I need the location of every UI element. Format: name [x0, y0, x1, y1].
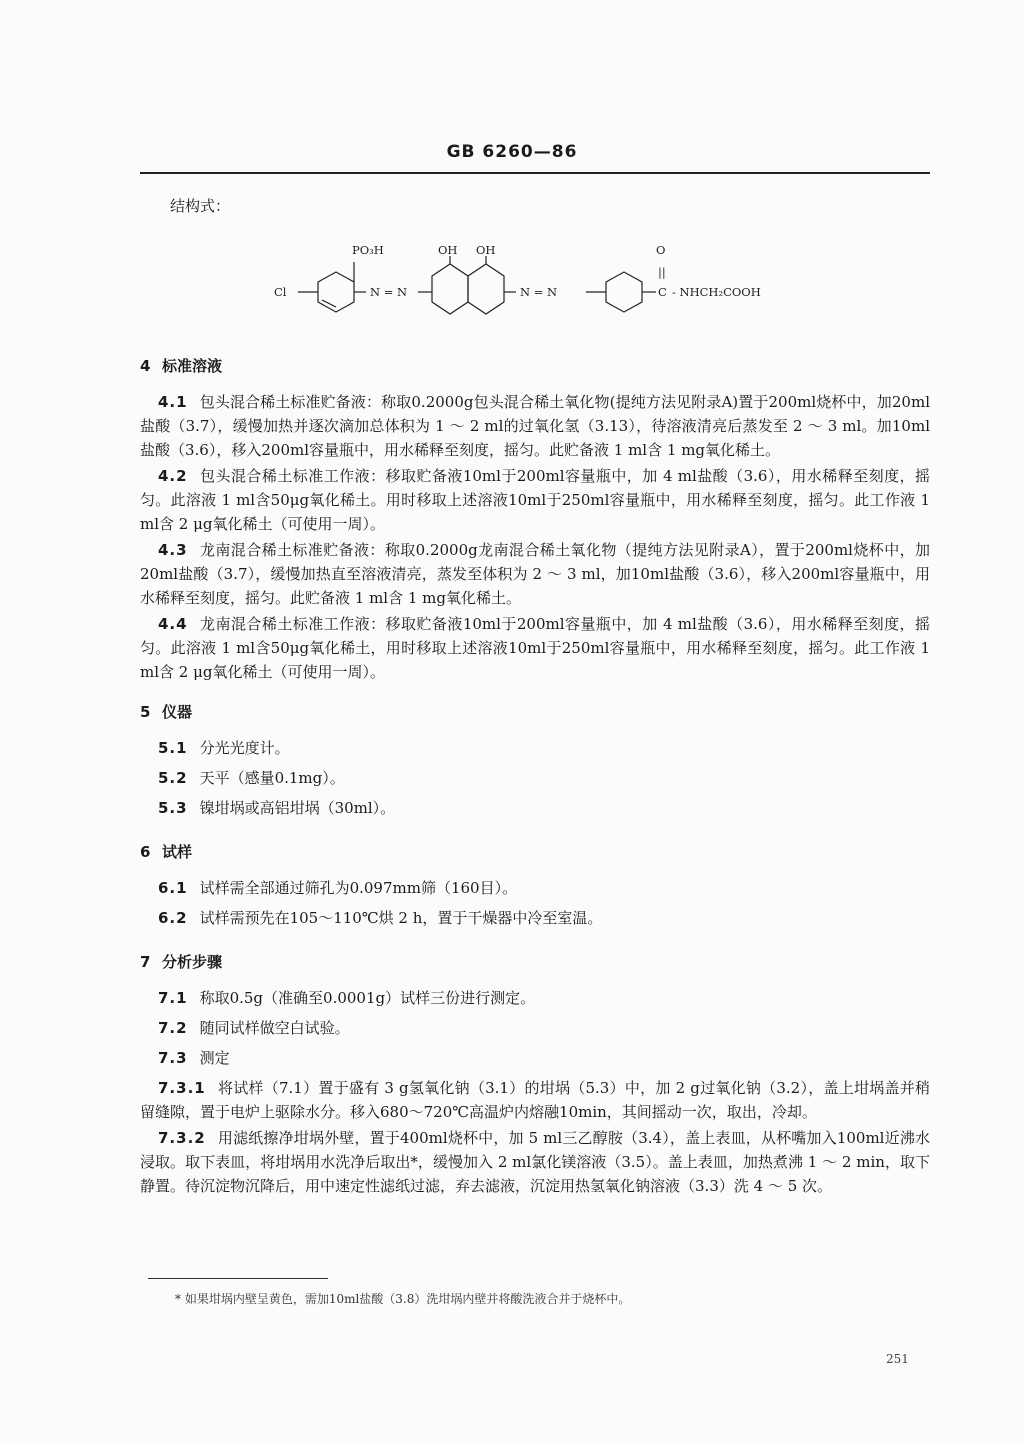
- clause-4-1: 4.1 包头混合稀土标准贮备液：称取0.2000g包头混合稀土氧化物(提纯方法见附录A)置于200ml烧杯中，加20ml盐酸（3.7），缓慢加热并逐次滴加总体积为 1 ～ 2 ml的过氧化氢（3.13），待溶液清亮后蒸发至 2 ～ 3 ml。加10ml盐酸（3.6），移入200ml容量瓶中，用水稀释至刻度，摇匀。此贮备液 1 ml含 1 mg氧化稀土。: [140, 393, 930, 459]
- clause-7-3-1: 7.3.1 将试样（7.1）置于盛有 3 g氢氧化钠（3.1）的坩埚（5.3）中，加 2 g过氧化钠（3.2），盖上坩埚盖并稍留缝隙，置于电炉上驱除水分。移入680～720℃高温炉内熔融10min，其间摇动一次，取出，冷却。: [140, 1079, 930, 1121]
- label-oxygen: O: [656, 243, 666, 257]
- clause-6-1: 6.1 试样需全部通过筛孔为0.097mm筛（160目）。: [158, 879, 518, 897]
- structure-label: 结构式：: [170, 197, 231, 215]
- benzene-ring-right: [606, 272, 642, 312]
- clause-7-2: 7.2 随同试样做空白试验。: [158, 1019, 350, 1037]
- benzene-ring-left: [318, 272, 354, 312]
- naphthalene-ring-right: [468, 264, 504, 314]
- clause-5-1: 5.1 分光光度计。: [158, 739, 290, 757]
- label-oh-2: OH: [476, 243, 496, 257]
- label-oh-1: OH: [438, 243, 458, 257]
- clause-5-3: 5.3 镍坩埚或高铝坩埚（30ml）。: [158, 799, 396, 817]
- structural-formula-drawing: [270, 240, 830, 340]
- section-heading: 5 仪器: [140, 703, 193, 721]
- section-heading: 4 标准溶液: [140, 357, 223, 375]
- label-cl: Cl: [274, 285, 287, 299]
- label-po3h: PO₃H: [352, 243, 384, 257]
- label-azo-1: N = N: [370, 285, 408, 299]
- clause-5-2: 5.2 天平（感量0.1mg）。: [158, 769, 345, 787]
- page-number: 251: [886, 1352, 909, 1366]
- label-double-bond: ||: [658, 265, 666, 279]
- footnote: * 如果坩埚内壁呈黄色，需加10ml盐酸（3.8）洗坩埚内壁并将酸洗液合并于烧杯中。: [175, 1292, 631, 1306]
- footnote-rule: [148, 1278, 328, 1279]
- clause-6-2: 6.2 试样需预先在105～110℃烘 2 h，置于干燥器中冷至室温。: [158, 909, 603, 927]
- header-rule: [140, 172, 930, 174]
- main-content: [140, 354, 930, 1200]
- section-heading: 7 分析步骤: [140, 953, 223, 971]
- naphthalene-ring-left: [432, 264, 468, 314]
- section-heading: 6 试样: [140, 843, 193, 861]
- clause-7-3-2: 7.3.2 用滤纸擦净坩埚外壁，置于400ml烧杯中，加 5 ml三乙醇胺（3.4），盖上表皿，从杯嘴加入100ml近沸水浸取。取下表皿，将坩埚用水洗净后取出*，缓慢加入 2 ml氯化镁溶液（3.5）。盖上表皿，加热煮沸 1 ～ 2 min，取下静置。待沉淀物沉降后，用中速定性滤纸过滤，弃去滤液，沉淀用热氢氧化钠溶液（3.3）洗 4 ～ 5 次。: [140, 1129, 930, 1195]
- clause-7-1: 7.1 称取0.5g（准确至0.0001g）试样三份进行测定。: [158, 989, 536, 1007]
- standard-code: GB 6260—86: [446, 142, 578, 162]
- clause-4-2: 4.2 包头混合稀土标准工作液：移取贮备液10ml于200ml容量瓶中，加 4 ml盐酸（3.6），用水稀释至刻度，摇匀。此溶液 1 ml含50μg氧化稀土。用时移取上述溶液10ml于250ml容量瓶中，用水稀释至刻度，摇匀。此工作液 1 ml含 2 μg氧化稀土（可使用一周）。: [140, 467, 930, 533]
- structural-formula: [270, 240, 830, 340]
- clause-7-3: 7.3 测定: [158, 1049, 230, 1067]
- label-tail: - NHCH₂COOH: [672, 285, 761, 299]
- clause-4-4: 4.4 龙南混合稀土标准工作液：移取贮备液10ml于200ml容量瓶中，加 4 ml盐酸（3.6），用水稀释至刻度，摇匀。此溶液 1 ml含50μg氧化稀土，用时移取上述溶液10ml于250ml容量瓶中，用水稀释至刻度，摇匀。此工作液 1 ml含 2 μg氧化稀土（可使用一周）。: [140, 615, 930, 681]
- label-carbon: C: [658, 285, 667, 299]
- label-azo-2: N = N: [520, 285, 558, 299]
- clause-4-3: 4.3 龙南混合稀土标准贮备液：称取0.2000g龙南混合稀土氧化物（提纯方法见附录A），置于200ml烧杯中，加20ml盐酸（3.7），缓慢加热直至溶液清亮，蒸发至体积为 2 ～ 3 ml，加10ml盐酸（3.6），移入200ml容量瓶中，用水稀释至刻度，摇匀。此贮备液 1 ml含 1 mg氧化稀土。: [140, 541, 930, 607]
